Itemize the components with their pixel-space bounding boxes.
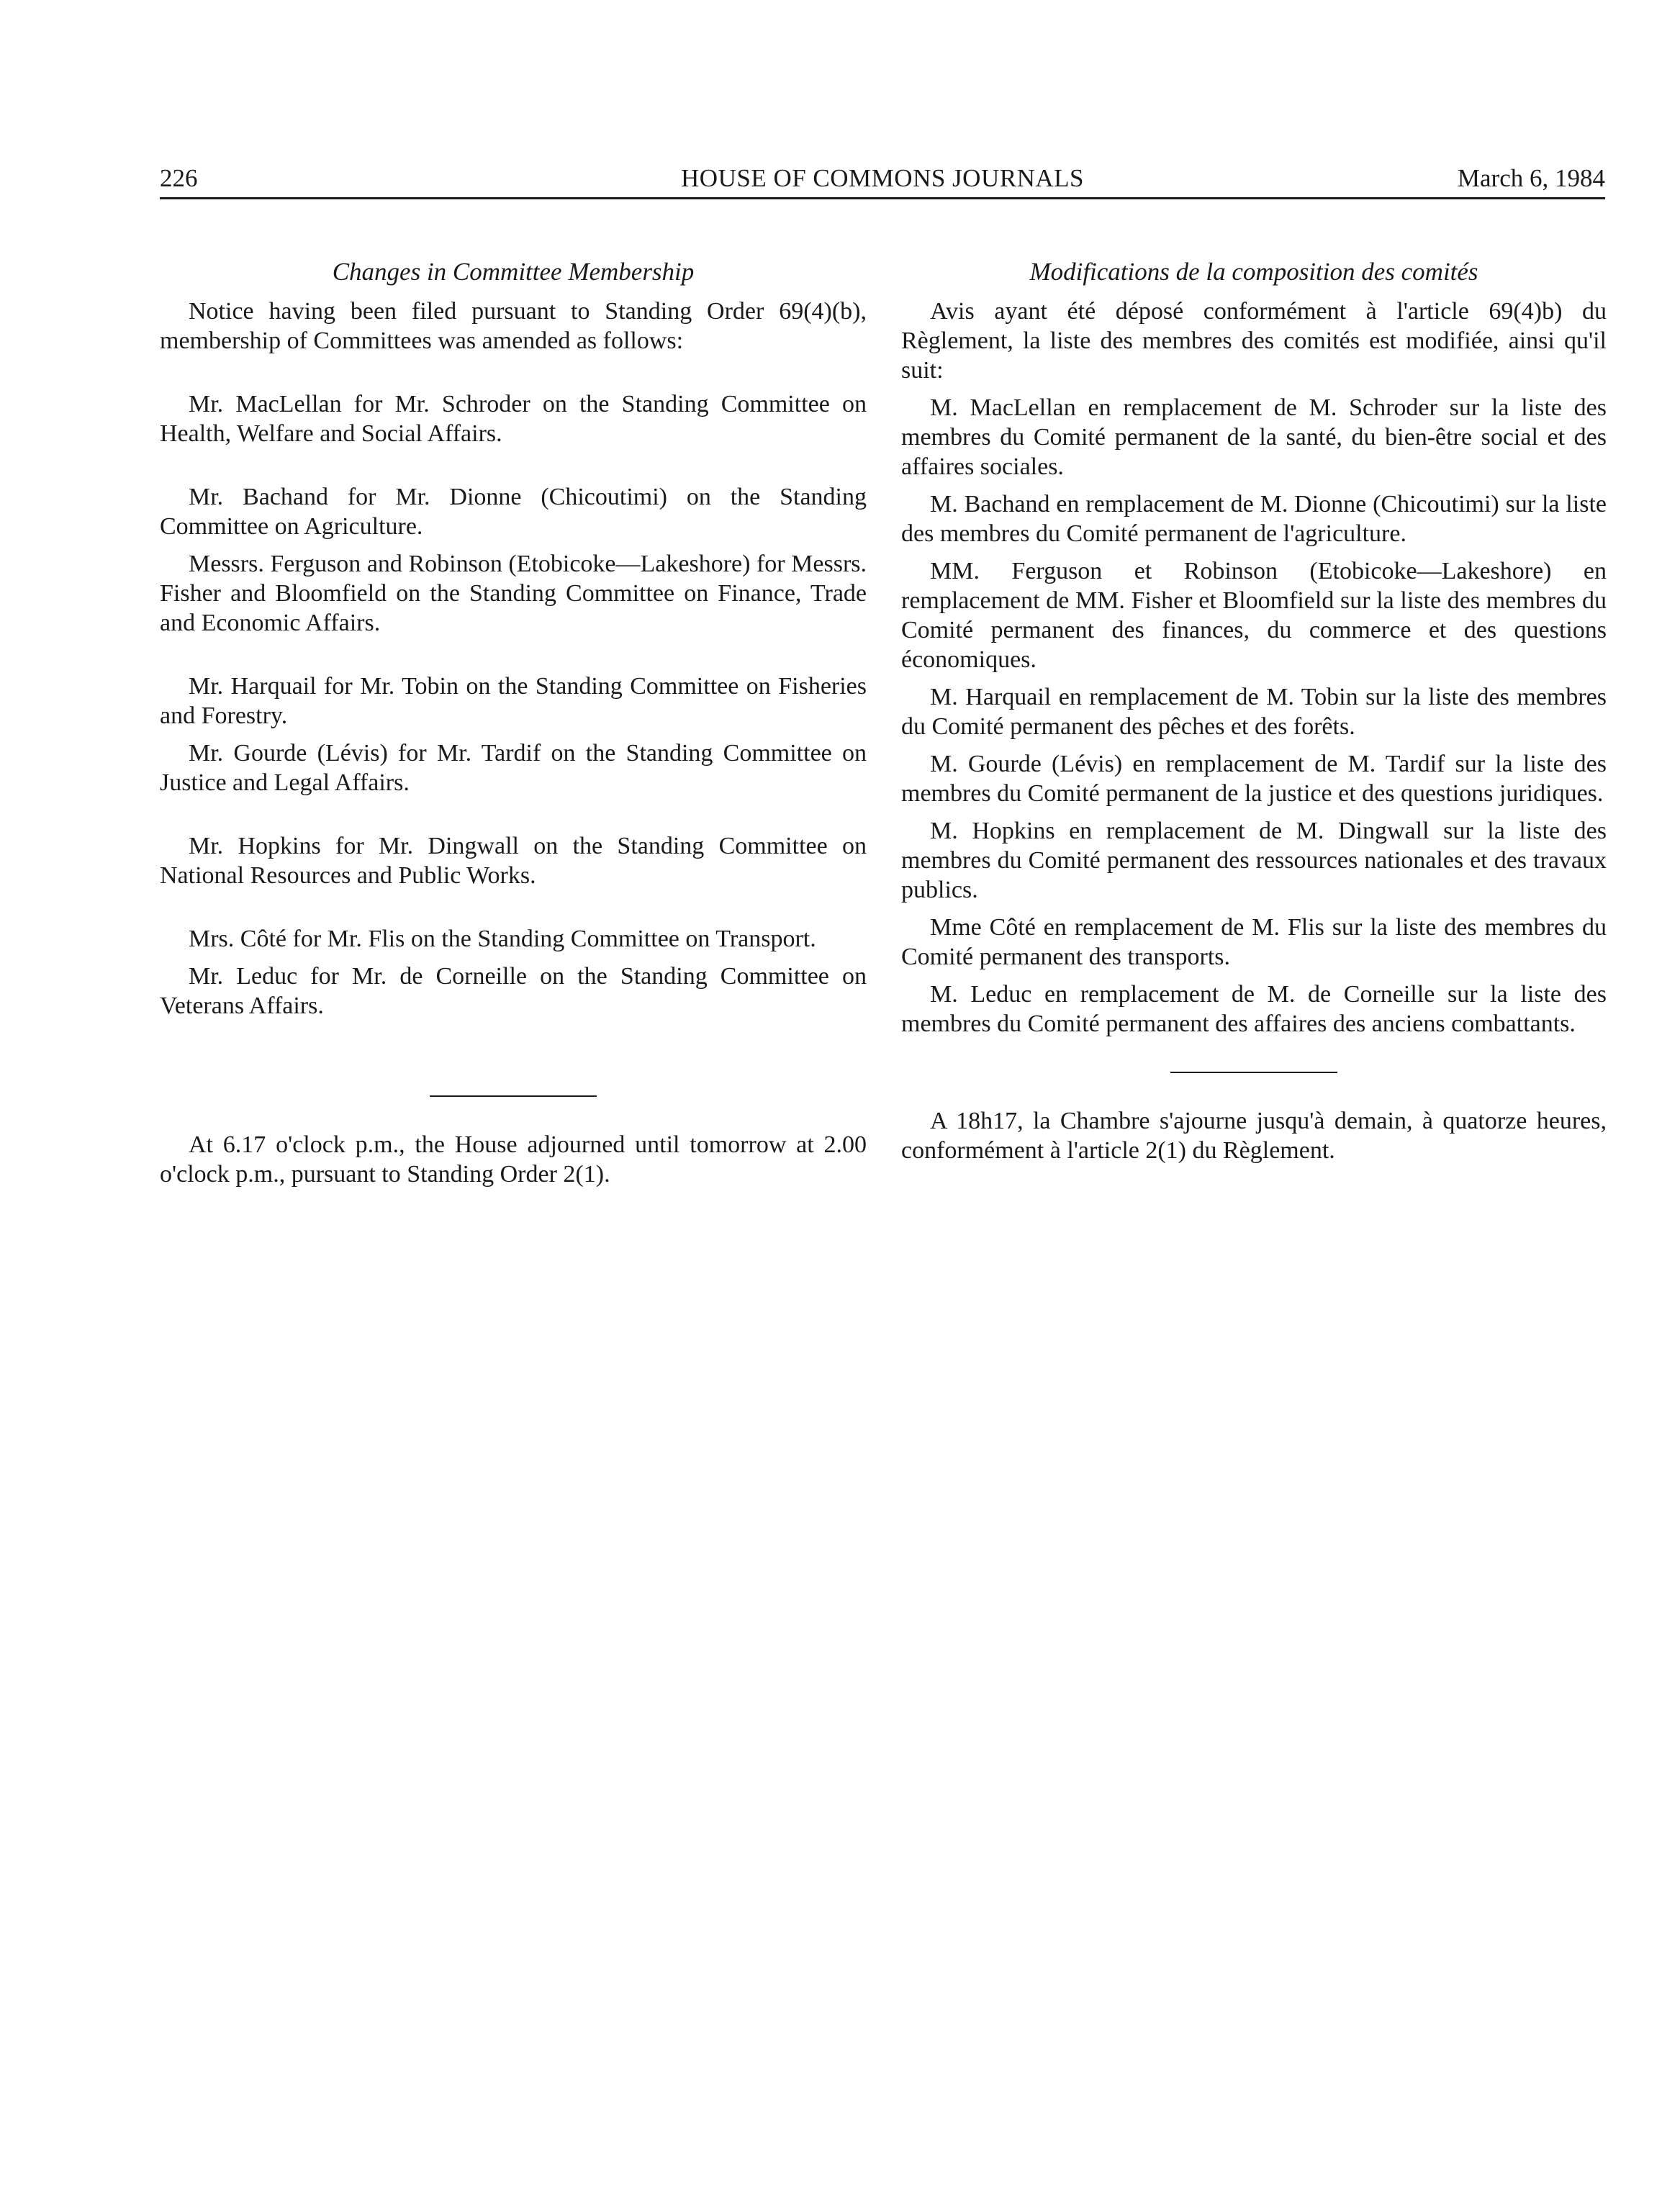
french-item: MM. Ferguson et Robinson (Etobicoke—Lakeshore) en remplacement de MM. Fisher et Bloomfield sur la liste des membres du Comité permanent des finances, du commerce et des questions économiques. (901, 558, 1607, 673)
english-item: Mr. Leduc for Mr. de Corneille on the Standing Committee on Veterans Affairs. (160, 963, 867, 1019)
page-header (160, 160, 1605, 199)
page-number: 226 (160, 164, 198, 192)
french-item: M. Bachand en remplacement de M. Dionne (Chicoutimi) sur la liste des membres du Comité permanent de l'agriculture. (901, 491, 1607, 547)
french-column (901, 257, 1607, 1165)
english-item: Mr. Hopkins for Mr. Dingwall on the Standing Committee on National Resources and Public Works. (160, 833, 867, 889)
english-item: Messrs. Ferguson and Robinson (Etobicoke—Lakeshore) for Messrs. Fisher and Bloomfield on the Standing Committee on Finance, Trade and Economic Affairs. (160, 551, 867, 636)
french-item: Mme Côté en remplacement de M. Flis sur la liste des membres du Comité permanent des transports. (901, 914, 1607, 970)
english-item: Mr. MacLellan for Mr. Schroder on the Standing Committee on Health, Welfare and Social Affairs. (160, 391, 867, 447)
english-item: Mr. Bachand for Mr. Dionne (Chicoutimi) on the Standing Committee on Agriculture. (160, 484, 867, 540)
english-item: Mr. Harquail for Mr. Tobin on the Standing Committee on Fisheries and Forestry. (160, 673, 867, 729)
french-section-title: Modifications de la composition des comités (1029, 258, 1478, 286)
english-intro: Notice having been filed pursuant to Standing Order 69(4)(b), membership of Committees was amended as follows: (160, 298, 867, 354)
french-adjournment: A 18h17, la Chambre s'ajourne jusqu'à demain, à quatorze heures, conformément à l'article 2(1) du Règlement. (901, 1108, 1607, 1164)
english-column (160, 257, 867, 1189)
french-item: M. Leduc en remplacement de M. de Corneille sur la liste des membres du Comité permanent des affaires des anciens combattants. (901, 981, 1607, 1037)
english-item: Mr. Gourde (Lévis) for Mr. Tardif on the Standing Committee on Justice and Legal Affairs. (160, 740, 867, 796)
french-item: M. Harquail en remplacement de M. Tobin sur la liste des membres du Comité permanent des pêches et des forêts. (901, 684, 1607, 740)
journal-title: HOUSE OF COMMONS JOURNALS (681, 164, 1084, 192)
journal-date: March 6, 1984 (1457, 164, 1605, 192)
english-section-title: Changes in Committee Membership (332, 258, 695, 286)
french-item: M. MacLellan en remplacement de M. Schroder sur la liste des membres du Comité permanent de la santé, du bien-être social et des affaires sociales. (901, 394, 1607, 480)
english-adjournment: At 6.17 o'clock p.m., the House adjourned until tomorrow at 2.00 o'clock p.m., pursuant to Standing Order 2(1). (160, 1131, 867, 1188)
english-item: Mrs. Côté for Mr. Flis on the Standing Committee on Transport. (189, 926, 816, 952)
french-intro: Avis ayant été déposé conformément à l'article 69(4)b) du Règlement, la liste des membres des comités est modifiée, ainsi qu'il suit: (901, 298, 1607, 384)
french-item: M. Gourde (Lévis) en remplacement de M. Tardif sur la liste des membres du Comité permanent de la justice et des questions juridiques. (901, 751, 1607, 807)
french-item: M. Hopkins en remplacement de M. Dingwall sur la liste des membres du Comité permanent des ressources nationales et des travaux publics. (901, 818, 1607, 903)
